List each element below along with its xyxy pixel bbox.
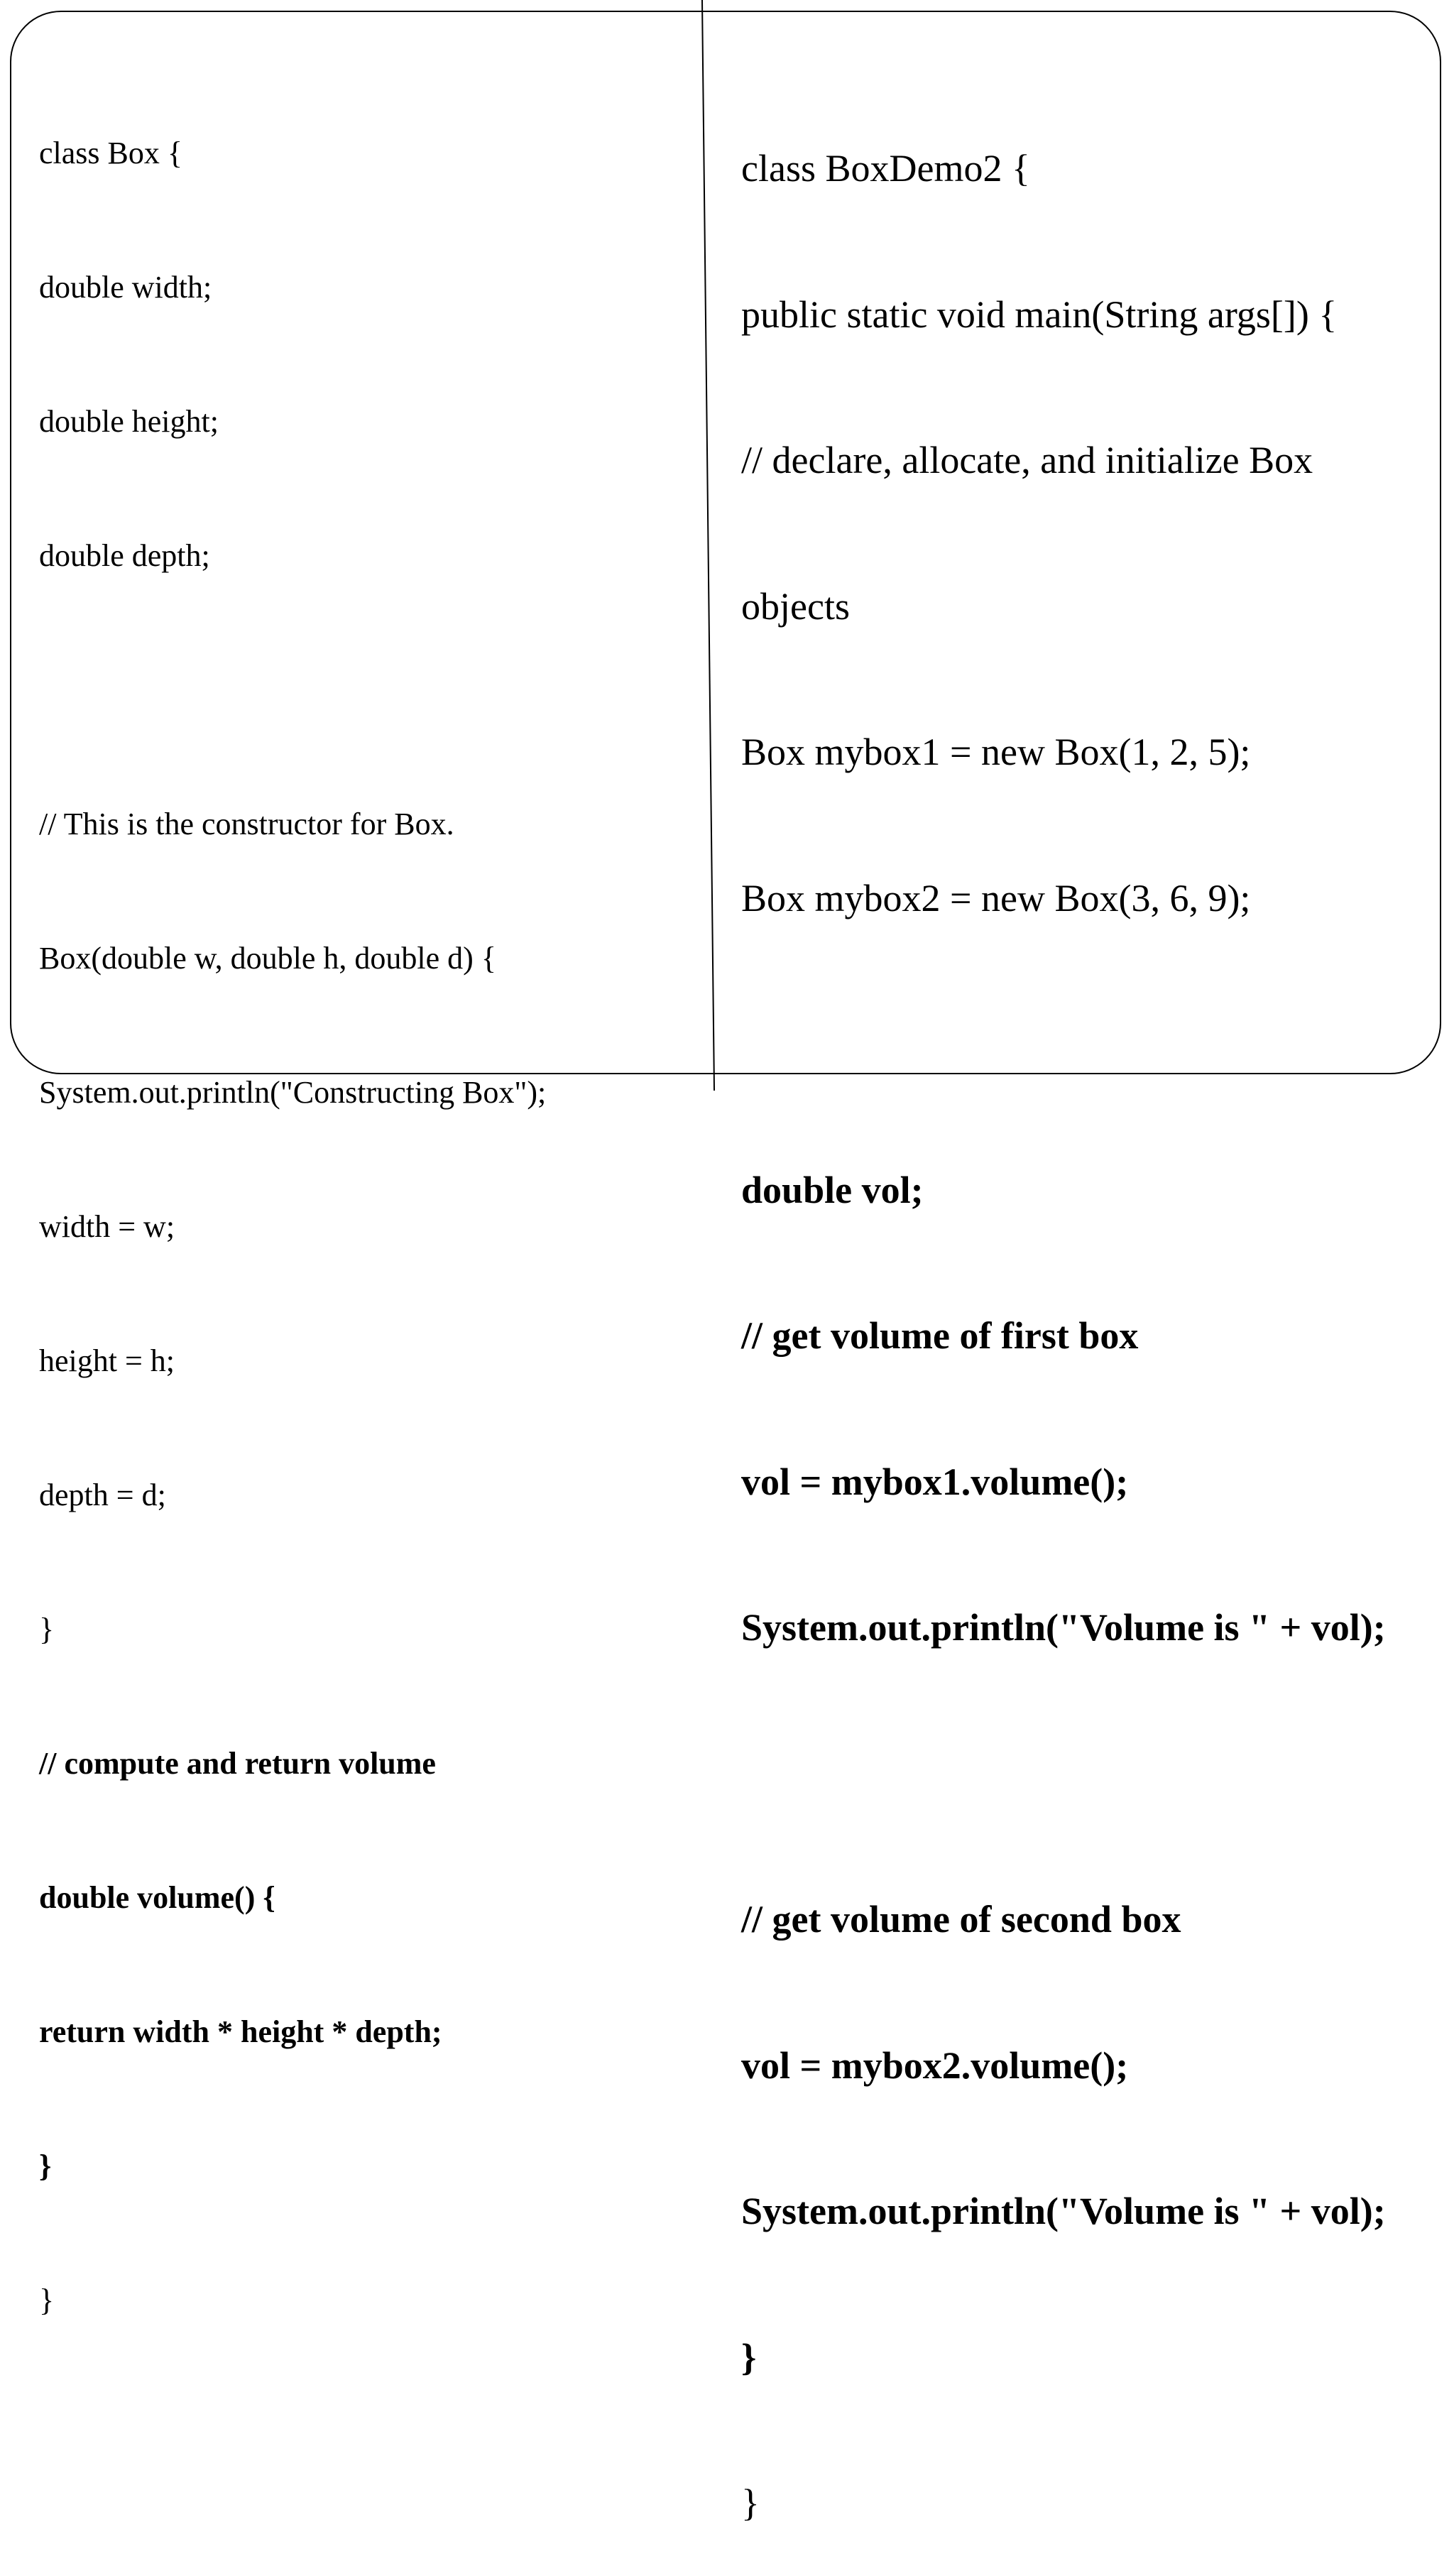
code-line: public static void main(String args[]) { [741, 293, 1338, 336]
code-line: } [39, 2149, 52, 2183]
code-line: return width * height * depth; [39, 2014, 442, 2049]
code-line: // This is the constructor for Box. [39, 807, 454, 841]
code-line: height = h; [39, 1343, 175, 1378]
code-line: vol = mybox1.volume(); [741, 1460, 1129, 1503]
code-line: vol = mybox2.volume(); [741, 2043, 1129, 2087]
code-line: // declare, allocate, and initialize Box [741, 439, 1313, 481]
right-code-block [741, 47, 1386, 2576]
code-line: // get volume of first box [741, 1314, 1139, 1357]
code-line: } [39, 2283, 55, 2318]
code-line: class BoxDemo2 { [741, 147, 1030, 190]
code-line: double volume() { [39, 1880, 275, 1915]
code-line [741, 1020, 1386, 1069]
code-line: Box mybox1 = new Box(1, 2, 5); [741, 731, 1251, 773]
code-line: double depth; [39, 538, 210, 573]
code-line: } [741, 2482, 760, 2524]
code-line: Box(double w, double h, double d) { [39, 941, 496, 976]
code-line: System.out.println("Volume is " + vol); [741, 1606, 1386, 1649]
code-line: double vol; [741, 1168, 924, 1211]
code-line: class Box { [39, 136, 182, 170]
code-line: System.out.println("Constructing Box"); [39, 1075, 547, 1110]
left-code-block [39, 41, 546, 2367]
code-line: // compute and return volume [39, 1746, 436, 1781]
code-line: width = w; [39, 1209, 175, 1244]
code-line: double height; [39, 404, 219, 439]
code-line [741, 1750, 1386, 1799]
code-line: depth = d; [39, 1478, 166, 1512]
code-line: } [741, 2335, 757, 2379]
code-line: System.out.println("Volume is " + vol); [741, 2190, 1386, 2232]
code-line: objects [741, 584, 850, 628]
code-line: } [39, 1612, 55, 1647]
code-line [39, 667, 546, 712]
code-line: double width; [39, 270, 212, 305]
code-line: Box mybox2 = new Box(3, 6, 9); [741, 876, 1251, 919]
code-line: // get volume of second box [741, 1898, 1181, 1941]
